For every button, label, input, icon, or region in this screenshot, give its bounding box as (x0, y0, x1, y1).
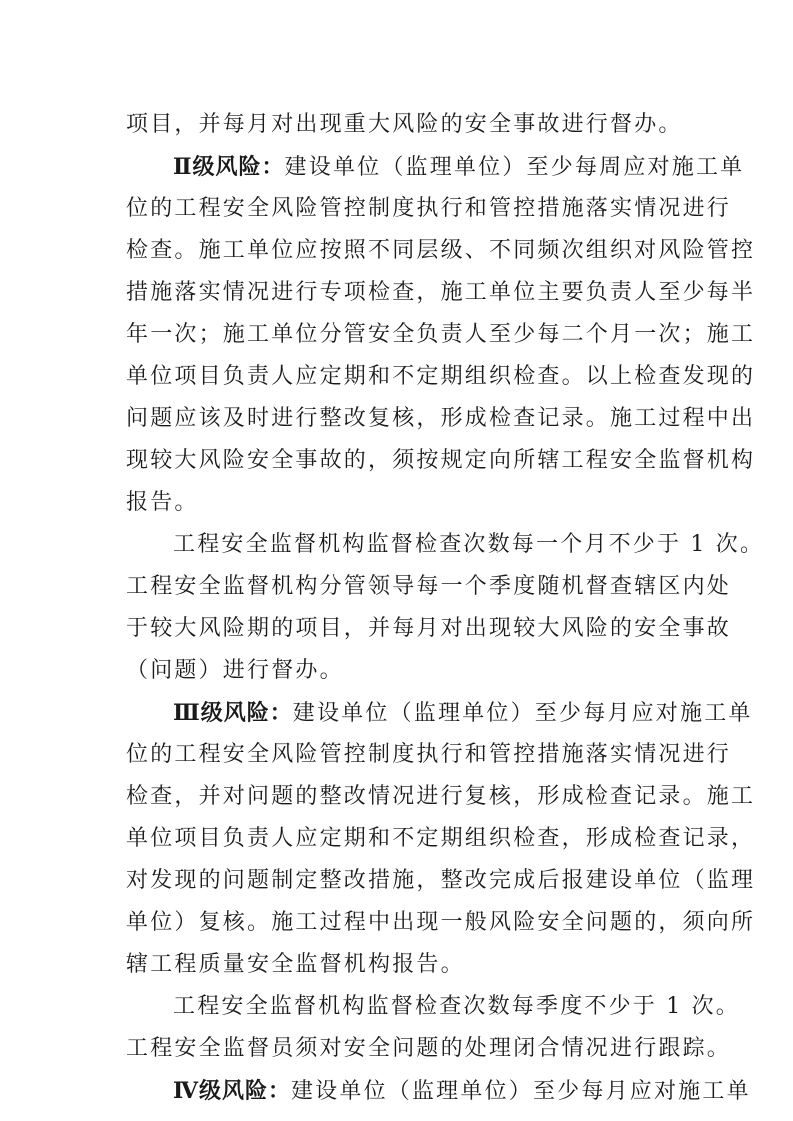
risk-level-label: Ⅱ级风险： (173, 154, 285, 180)
text-line: 检查，并对问题的整改情况进行复核，形成检查记录。施工 (126, 784, 756, 809)
text-line: 单位）复核。施工过程中出现一般风险安全问题的，须向所 (126, 910, 756, 935)
text-line: 检查。施工单位应按照不同层级、不同频次组织对风险管控 (126, 238, 756, 263)
text-line: 对发现的问题制定整改措施，整改完成后报建设单位（监理 (126, 868, 756, 893)
section-heading-level-2: Ⅱ级风险：建设单位（监理单位）至少每周应对施工单 (173, 154, 745, 180)
risk-level-label: Ⅳ级风险： (173, 1078, 291, 1104)
text-line: 工程安全监督机构分管领导每一个季度随机督查辖区内处 (126, 574, 732, 599)
text-line: 问题应该及时进行整改复核，形成检查记录。施工过程中出 (126, 406, 756, 431)
text-line: 项目，并每月对出现重大风险的安全事故进行督办。 (126, 112, 683, 137)
text-line: 工程安全监督机构监督检查次数每季度不少于 1 次。 (173, 994, 740, 1019)
text-line: 报告。 (126, 490, 199, 515)
text-line: 位的工程安全风险管控制度执行和管控措施落实情况进行 (126, 742, 732, 767)
text-line: 工程安全监督机构监督检查次数每一个月不少于 1 次。 (173, 532, 765, 557)
text-line: 现较大风险安全事故的，须按规定向所辖工程安全监督机构 (126, 448, 756, 473)
text-line: 于较大风险期的项目，并每月对出现较大风险的安全事故 (126, 616, 732, 641)
text-line: 工程安全监督员须对安全问题的处理闭合情况进行跟踪。 (126, 1036, 732, 1061)
risk-level-label: Ⅲ级风险： (173, 700, 293, 726)
text-line: （问题）进行督办。 (126, 658, 344, 683)
text-line: 措施落实情况进行专项检查，施工单位主要负责人至少每半 (126, 280, 756, 305)
section-heading-level-3: Ⅲ级风险：建设单位（监理单位）至少每月应对施工单 (173, 700, 753, 726)
text-line: 年一次；施工单位分管安全负责人至少每二个月一次；施工 (126, 322, 756, 347)
section-heading-level-4: Ⅳ级风险：建设单位（监理单位）至少每月应对施工单 (173, 1078, 751, 1104)
text-line: 辖工程质量安全监督机构报告。 (126, 952, 465, 977)
text-line: 单位项目负责人应定期和不定期组织检查。以上检查发现的 (126, 364, 756, 389)
text-line: 位的工程安全风险管控制度执行和管控措施落实情况进行 (126, 196, 732, 221)
text-line: 单位项目负责人应定期和不定期组织检查，形成检查记录， (126, 826, 756, 851)
